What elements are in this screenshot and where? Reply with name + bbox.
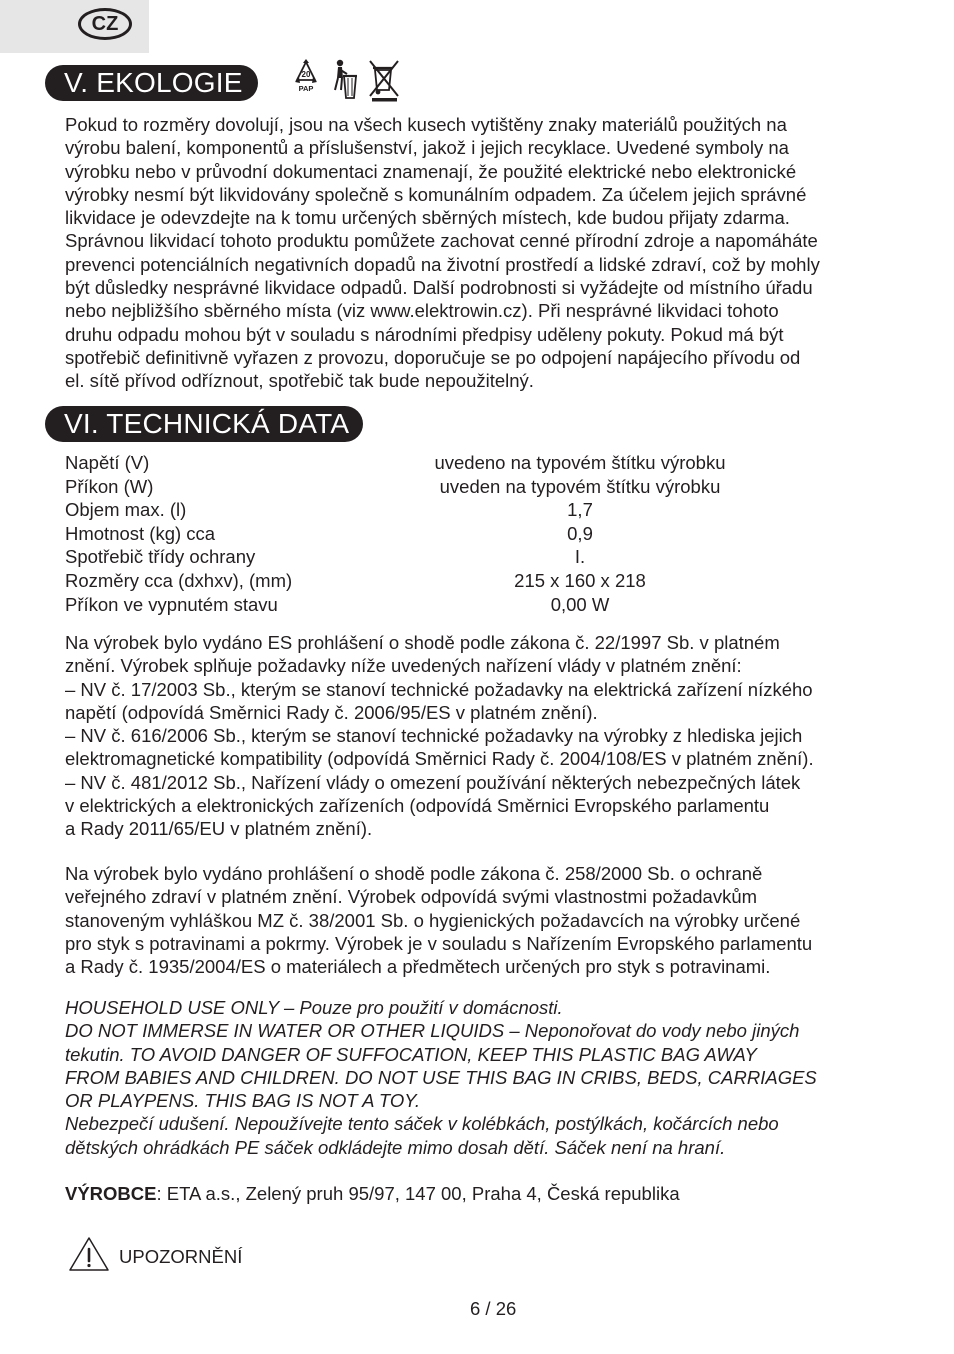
manufacturer-label: VÝROBCE [65,1183,157,1204]
spec-row [65,475,765,498]
spec-row [65,593,765,616]
crossed-out-wheelie-bin-icon [370,61,398,102]
safety-warnings: HOUSEHOLD USE ONLY – Pouze pro použití v domácnosti. DO NOT IMMERSE IN WATER OR OTHER LIQUIDS – Neponořovat do vody nebo jiných tekutin. TO AVOID DANGER OF SUFFOCATION, KEEP THIS PLASTIC BAG AWAY FROM BABIES AND CHILDREN. DO NOT USE THIS BAG IN CRIBS, BEDS, CARRIAGES OR PLAYPENS. THIS BAG IS NOT A TOY. Nebezpečí udušení. Nepoužívejte tento sáček v kolébkách, postýlkách, kočárcích nebo dětských ohrádkách PE sáček odkládejte mimo dosah dětí. Sáček není na hraní. [65,997,817,1158]
tidy-bin-icon [335,60,357,98]
spec-value: 215 x 160 x 218 [514,569,646,591]
spec-value: 0,9 [567,522,593,544]
spec-label: Spotřebič třídy ochrany [65,546,256,567]
spec-label: Příkon (W) [65,475,154,497]
warning-triangle-icon [68,1236,110,1272]
spec-value: I. [574,546,586,567]
recycle-material: PAP [298,84,314,93]
recycle-code: 20 [301,70,311,79]
manufacturer-line [65,1182,915,1205]
section-heading-technical-data: VI. TECHNICKÁ DATA [45,406,363,442]
spec-value: uveden na typovém štítku výrobku [439,475,721,497]
spec-row [65,522,765,545]
health-declaration: Na výrobek bylo vydáno prohlášení o shodě podle zákona č. 258/2000 Sb. o ochraně veřejného zdraví v platném znění. Výrobek odpovídá svými vlastnostmi požadavkům stanoveným vyhláškou MZ č. 38/2001 Sb. o hygienických požadavcích na výrobky určené pro styk s potravinami a pokrmy. Výrobek je v souladu s Nařízením Evropského parlamentu a Rady č. 1935/2004/ES o materiálech a předmětech určených pro styk s potravinami. [65,863,813,978]
spec-label: Objem max. (l) [65,499,187,520]
spec-value: 0,00 W [550,594,610,615]
spec-row [65,545,765,568]
notice-block [68,1236,368,1272]
spec-row [65,451,765,474]
paper-recycling-icon [295,59,317,93]
conformity-declaration: Na výrobek bylo vydáno ES prohlášení o shodě podle zákona č. 22/1997 Sb. v platném znění. Výrobek splňuje požadavky níže uvedených nařízení vlády v platném znění: – NV č. 17/2003 Sb., kterým se stanoví technické požadavky na elektrická zařízení nízkého napětí (odpovídá Směrnici Rady č. 2006/95/ES v platném znění). – NV č. 616/2006 Sb., kterým se stanoví technické požadavky na výrobky z hlediska jejich elektromagnetické kompatibility (odpovídá Směrnici Rady č. 2004/108/ES v platném znění). – NV č. 481/2012 Sb., Nařízení vlády o omezení používání některých nebezpečných látek v elektrických a elektronických zařízeních (odpovídá Směrnici Evropského parlamentu a Rady 2011/65/EU v platném znění). [65,632,814,840]
page-number: 6 / 26 [470,1298,517,1319]
language-badge: CZ [78,8,132,40]
manufacturer-address: : ETA a.s., Zelený pruh 95/97, 147 00, Praha 4, Česká republika [156,1183,680,1204]
spec-row [65,569,765,592]
spec-row [65,498,765,521]
section-heading-ecology: V. EKOLOGIE [45,65,258,101]
spec-label: Napětí (V) [65,452,150,473]
ecology-paragraph: Pokud to rozměry dovolují, jsou na všech kusech vytištěny znaky materiálů použitých na výrobu balení, komponentů a příslušenství, jakož i jejich recyklace. Uvedené symboly na výrobku nebo v průvodní dokumentaci znamenají, že použité elektrické nebo elektronické výrobky nesmí být likvidovány společně s komunálním odpadem. Za účelem jejich správné likvidace je odevzdejte na k tomu určených sběrných místech, kde budou přijaty zdarma. Správnou likvidací tohoto produktu pomůžete zachovat cenné přírodní zdroje a napomáháte prevenci potenciálních negativních dopadů na životní prostředí a lidské zdraví, což by mohly být důsledky nesprávné likvidace odpadů. Další podrobnosti si vyžádejte od místního úřadu nebo nejbližšího sběrného místa (viz www.elektrowin.cz). Při nesprávné likvidaci tohoto druhu odpadu mohou být v souladu s národními předpisy uděleny pokuty. Pokud má být spotřebič definitivně vyřazen z provozu, doporučuje se po odpojení napájecího přívodu od el. sítě přívod odříznout, spotřebič tak bude nepoužitelný. [65,114,820,392]
spec-label: Příkon ve vypnutém stavu [65,594,278,615]
notice-label: UPOZORNĚNÍ [119,1246,243,1267]
language-tab [0,0,149,53]
spec-value: uvedeno na typovém štítku výrobku [434,452,726,473]
spec-label: Rozměry cca (dxhxv), (mm) [65,569,293,591]
ecology-icons [294,58,406,102]
spec-value: 1,7 [567,499,593,520]
spec-label: Hmotnost (kg) cca [65,522,216,544]
